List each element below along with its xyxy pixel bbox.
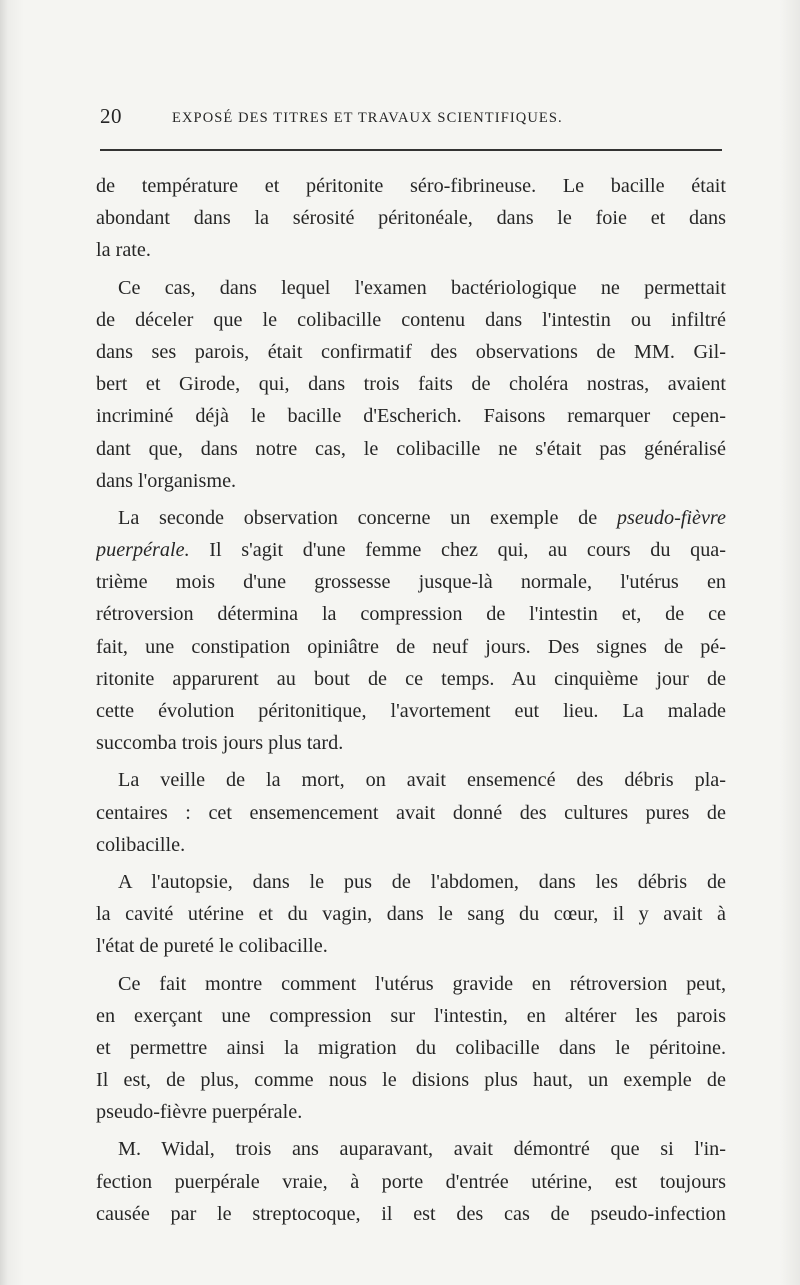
- text-line: pseudo-fièvre puerpérale.: [96, 1101, 303, 1124]
- text-line: fait, une constipation opiniâtre de neuf jours. Des signes de pé-: [96, 635, 726, 658]
- text-line: fection puerpérale vraie, à porte d'entrée utérine, est toujours: [96, 1170, 726, 1193]
- text-line: La veille de la mort, on avait ensemencé des débris pla-: [118, 769, 726, 792]
- text-run: Il s'agit d'une femme chez qui, au cours du qua-: [189, 539, 726, 562]
- text-line: l'état de pureté le colibacille.: [96, 935, 328, 958]
- text-line: cette évolution péritonitique, l'avortement eut lieu. La malade: [96, 700, 726, 722]
- text-line: Ce fait montre comment l'utérus gravide en rétroversion peut,: [118, 972, 726, 995]
- text-line: colibacille.: [96, 833, 186, 856]
- text-line: la cavité utérine et du vagin, dans le sang du cœur, il y avait à: [96, 903, 726, 926]
- text-line: trième mois d'une grossesse jusque-là normale, l'utérus en: [96, 571, 726, 594]
- italic-term: pseudo-fièvre: [616, 506, 726, 529]
- text-line: en exerçant une compression sur l'intestin, en altérer les parois: [96, 1004, 726, 1027]
- text-line: dant que, dans notre cas, le colibacille ne s'était pas généralisé: [96, 437, 726, 460]
- text-line: dans ses parois, était confirmatif des observations de MM. Gil-: [96, 340, 726, 363]
- text-line: M. Widal, trois ans auparavant, avait démontré que si l'in-: [118, 1138, 726, 1161]
- text-line: A l'autopsie, dans le pus de l'abdomen, dans les débris de: [118, 870, 726, 893]
- text-line: bert et Girode, qui, dans trois faits de choléra nostras, avaient: [96, 373, 726, 396]
- text-line: [96, 534, 726, 566]
- text-line: de déceler que le colibacille contenu dans l'intestin ou infiltré: [96, 308, 726, 331]
- text-line: incriminé déjà le bacille d'Escherich. Faisons remarquer cepen-: [96, 405, 726, 428]
- text-line: Il est, de plus, comme nous le disions plus haut, un exemple de: [96, 1069, 726, 1092]
- text-run: La seconde observation concerne un exemple de: [118, 506, 617, 529]
- text-line: dans l'organisme.: [96, 469, 237, 492]
- text-line: [96, 502, 726, 534]
- page-header: [100, 104, 720, 134]
- text-line: rétroversion détermina la compression de l'intestin et, de ce: [96, 603, 726, 626]
- page-number: 20: [100, 104, 122, 128]
- text-line: Ce cas, dans lequel l'examen bactériologique ne permettait: [118, 276, 726, 299]
- text-line: de température et péritonite séro-fibrineuse. Le bacille était: [96, 175, 726, 197]
- running-title: EXPOSÉ DES TITRES ET TRAVAUX SCIENTIFIQUES.: [172, 110, 563, 126]
- text-line: centaires : cet ensemencement avait donné des cultures pures de: [96, 801, 726, 824]
- text-line: abondant dans la sérosité péritonéale, dans le foie et dans: [96, 207, 726, 230]
- text-line: ritonite apparurent au bout de ce temps. Au cinquième jour de: [96, 667, 726, 690]
- body-text: [96, 170, 726, 1230]
- text-line: et permettre ainsi la migration du colibacille dans le péritoine.: [96, 1036, 726, 1059]
- text-line: la rate.: [96, 239, 151, 262]
- italic-term: puerpérale.: [96, 539, 190, 562]
- text-line: succomba trois jours plus tard.: [96, 732, 344, 755]
- text-line: causée par le streptocoque, il est des cas de pseudo-infection: [96, 1202, 726, 1225]
- header-rule: [100, 149, 722, 151]
